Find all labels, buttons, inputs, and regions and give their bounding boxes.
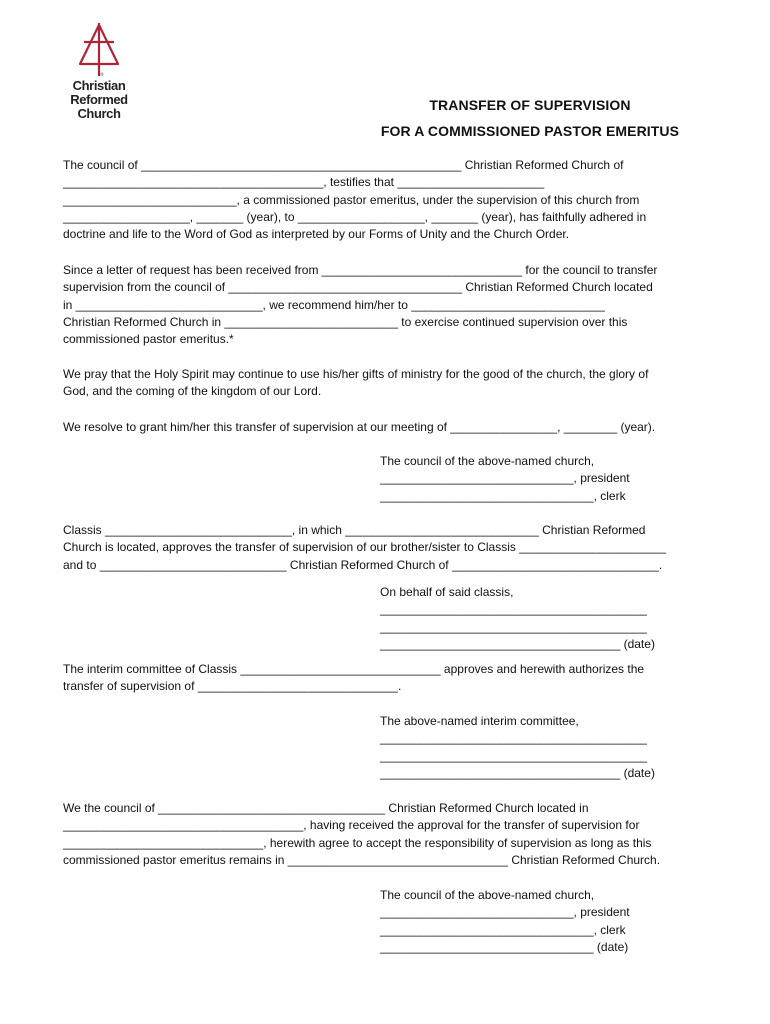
document-title: TRANSFER OF SUPERVISION xyxy=(429,97,631,113)
receiving-council-signature-block xyxy=(380,887,750,956)
text-line: ____________________________________, having received the approval for the transfer of supervision for xyxy=(63,818,640,833)
logo-line: Christian xyxy=(72,78,126,93)
logo-line: Church xyxy=(77,106,121,121)
text-line: God, and the coming of the kingdom of our Lord. xyxy=(63,384,322,399)
text-line: __________________________, a commissioned pastor emeritus, under the supervision of this church from xyxy=(63,192,640,207)
text-line: We resolve to grant him/her this transfer of supervision at our meeting of ________________, ________ (year). xyxy=(63,420,656,434)
text-line: Christian Reformed Church in __________________________ to exercise continued supervision over this xyxy=(63,314,628,329)
clerk-signature-line: ________________________________, clerk xyxy=(380,488,626,503)
date-signature-line: ____________________________________ (date) xyxy=(380,636,655,651)
signature-heading: The council of the above-named church, xyxy=(380,888,595,902)
signature-line: ________________________________________ xyxy=(380,748,647,763)
text-line: and to ____________________________ Christian Reformed Church of _______________________________. xyxy=(63,557,663,572)
clerk-signature-line: ________________________________, clerk xyxy=(380,922,626,937)
classis-signature-block xyxy=(380,584,750,653)
resolution-paragraph xyxy=(63,419,703,436)
text-line: The council of ________________________________________________ Christian Reformed Church of xyxy=(63,158,624,172)
signature-line: ________________________________________ xyxy=(380,731,647,746)
text-line: ___________________, _______ (year), to ___________________, _______ (year), has faithfully adhered in xyxy=(63,209,647,224)
logo-line: Reformed xyxy=(70,92,128,107)
receiving-council-paragraph xyxy=(63,800,703,869)
date-signature-line: ________________________________ (date) xyxy=(380,939,629,954)
text-line: Since a letter of request has been received from ______________________________ for the council to transfer xyxy=(63,263,658,277)
text-line: Classis ____________________________, in which _____________________________ Christian Reformed xyxy=(63,523,646,537)
document-subtitle: FOR A COMMISSIONED PASTOR EMERITUS xyxy=(380,123,680,139)
text-line: supervision from the council of ___________________________________ Christian Reformed Church located xyxy=(63,280,653,295)
text-line: _______________________________________, testifies that ______________________ xyxy=(63,175,545,190)
text-line: ______________________________, herewith agree to accept the responsibility of supervision as long as this xyxy=(63,835,652,850)
council-testimony-paragraph xyxy=(63,157,703,243)
text-line: We pray that the Holy Spirit may continue to use his/her gifts of ministry for the good of the church, the glory of xyxy=(63,367,649,381)
signature-heading: The above-named interim committee, xyxy=(380,714,579,728)
text-line: in ____________________________, we recommend him/her to _____________________________ xyxy=(63,297,605,312)
prayer-paragraph xyxy=(63,366,703,401)
text-line: commissioned pastor emeritus remains in _________________________________ Christian Reformed Church. xyxy=(63,852,661,867)
text-line: transfer of supervision of ______________________________. xyxy=(63,679,402,694)
signature-heading: The council of the above-named church, xyxy=(380,454,595,468)
classis-approval-paragraph xyxy=(63,522,703,574)
text-line: Church is located, approves the transfer of supervision of our brother/sister to Classis ______________________ xyxy=(63,540,667,555)
president-signature-line: _____________________________, president xyxy=(380,471,630,486)
council-signature-block xyxy=(380,453,750,505)
interim-committee-paragraph xyxy=(63,661,703,696)
president-signature-line: _____________________________, president xyxy=(380,905,630,920)
svg-text:®: ® xyxy=(100,72,104,77)
signature-line: ________________________________________ xyxy=(380,602,647,617)
interim-committee-signature-block xyxy=(380,713,750,782)
signature-line: ________________________________________ xyxy=(380,619,647,634)
text-line: doctrine and life to the Word of God as interpreted by our Forms of Unity and the Church Order. xyxy=(63,227,570,242)
text-line: We the council of __________________________________ Christian Reformed Church located in xyxy=(63,801,589,815)
text-line: commissioned pastor emeritus.* xyxy=(63,332,234,347)
cross-triangle-icon xyxy=(74,22,124,78)
signature-heading: On behalf of said classis, xyxy=(380,585,514,599)
letter-of-request-paragraph xyxy=(63,262,703,348)
text-line: The interim committee of Classis ______________________________ approves and herewith authorizes the xyxy=(63,662,645,676)
date-signature-line: ____________________________________ (date) xyxy=(380,765,655,780)
logo-wordmark xyxy=(64,79,134,121)
